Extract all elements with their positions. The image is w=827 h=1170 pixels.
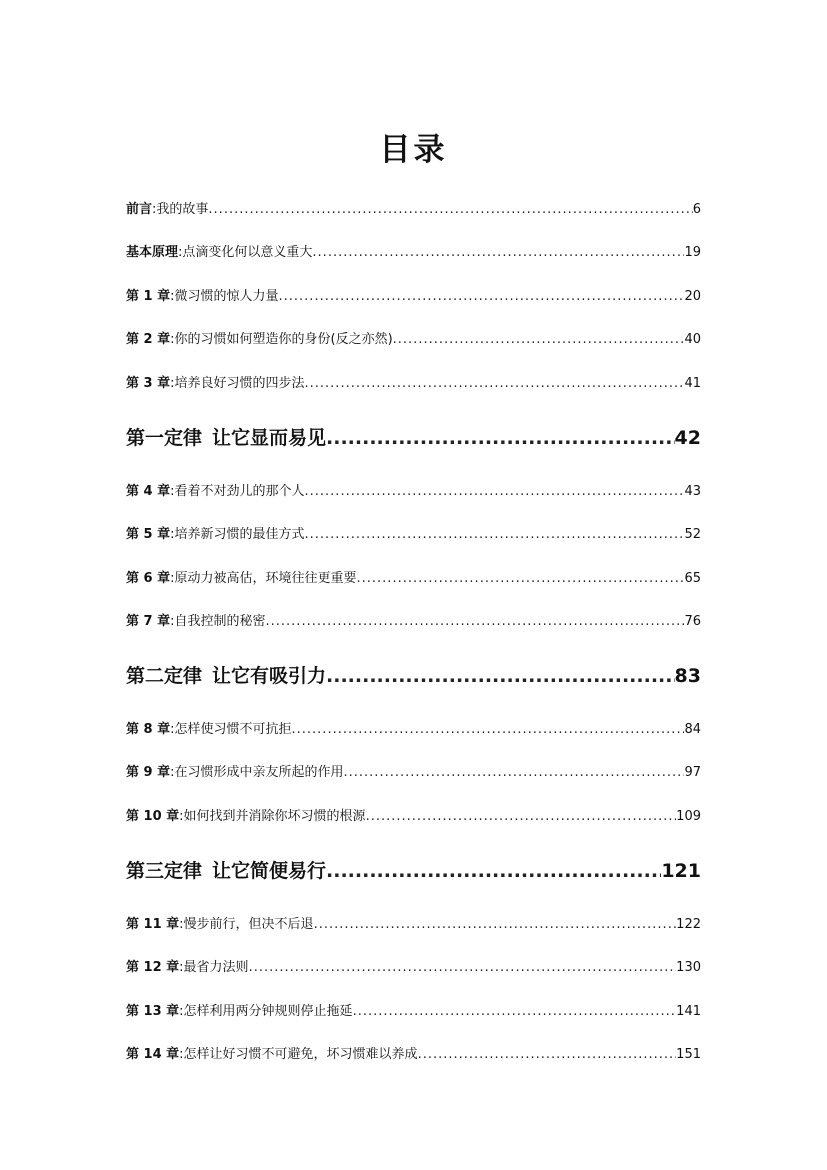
toc-entry-chapter-9[interactable] [126,763,701,783]
toc-entry-page: 6 [692,202,701,217]
toc-section-law-2[interactable] [126,662,701,690]
toc-entry-page: 40 [684,332,701,347]
toc-dot-leader [326,857,661,885]
toc-entry-separator: : [170,614,175,629]
toc-entry-title: 最省力法则 [183,960,249,975]
toc-entry-chapter-11[interactable] [126,915,701,935]
toc-entry-separator: : [178,245,183,260]
toc-entry-separator: : [179,1004,184,1019]
toc-section-label: 第二定律 [126,665,203,687]
toc-entry-label: 第 12 章 [126,960,180,975]
toc-dot-leader [344,763,685,783]
toc-entry-page: 141 [676,1004,701,1019]
toc-entry-chapter-1[interactable] [126,287,701,307]
toc-section-label: 第三定律 [126,860,203,882]
toc-dot-leader [292,720,685,740]
toc-entry-separator: : [170,332,175,347]
toc-entry-separator: : [179,960,184,975]
toc-entry-title: 培养新习惯的最佳方式 [174,527,305,542]
toc-entry-separator: : [179,1047,184,1062]
toc-dot-leader [279,287,685,307]
toc-section-law-1[interactable] [126,424,701,452]
toc-entry-page: 151 [676,1047,701,1062]
toc-entry-chapter-7[interactable] [126,612,701,632]
toc-dot-leader [305,525,685,545]
toc-entry-separator: : [170,527,175,542]
toc-entry-chapter-13[interactable] [126,1002,701,1022]
toc-entry-label: 第 4 章 [126,484,171,499]
toc-entry-label: 第 8 章 [126,722,171,737]
toc-section-title: 让它显而易见 [212,427,327,449]
toc-entry-chapter-6[interactable] [126,569,701,589]
toc-entry-separator: : [152,202,157,217]
toc-entry-title: 看着不对劲儿的那个人 [174,484,305,499]
toc-entry-label: 第 2 章 [126,332,171,347]
toc-entry-label: 第 6 章 [126,571,171,586]
toc-entry-label: 第 11 章 [126,917,180,932]
toc-entry-title: 原动力被高估，环境往往更重要 [174,571,357,586]
toc-section-law-3[interactable] [126,857,701,885]
toc-entry-label: 第 9 章 [126,765,171,780]
toc-entry-label: 第 1 章 [126,289,171,304]
toc-entry-title: 我的故事 [156,202,209,217]
toc-entry-chapter-10[interactable] [126,807,701,827]
toc-entry-label: 前言 [126,202,153,217]
toc-entry-separator: : [170,376,175,391]
toc-dot-leader [312,243,684,263]
toc-dot-leader [357,569,685,589]
toc-section-title: 让它有吸引力 [212,665,327,687]
toc-dot-leader [305,374,685,394]
toc-section-page: 42 [674,427,701,449]
toc-dot-leader [314,915,677,935]
toc-entry-chapter-8[interactable] [126,720,701,740]
toc-entry-separator: : [170,722,175,737]
toc-entry-title: 点滴变化何以意义重大 [182,245,313,260]
toc-dot-leader [266,612,685,632]
toc-dot-leader [353,1002,677,1022]
toc-entry-page: 19 [684,245,701,260]
toc-entry-title: 自我控制的秘密 [174,614,266,629]
toc-entry-preface[interactable] [126,200,701,220]
toc-entry-separator: : [170,484,175,499]
toc-entry-page: 41 [684,376,701,391]
toc-entry-page: 20 [684,289,701,304]
toc-entry-label: 第 7 章 [126,614,171,629]
toc-dot-leader [393,330,685,350]
toc-entry-fundamentals[interactable] [126,243,701,263]
toc-entry-title: 如何找到并消除你坏习惯的根源 [183,809,366,824]
toc-dot-leader [366,807,677,827]
toc-entry-separator: : [179,917,184,932]
toc-section-page: 83 [674,665,701,687]
toc-section-title: 让它简便易行 [212,860,327,882]
toc-entry-page: 122 [676,917,701,932]
toc-entry-page: 97 [684,765,701,780]
toc-dot-leader [249,958,677,978]
toc-entry-chapter-4[interactable] [126,482,701,502]
toc-entry-separator: : [170,571,175,586]
toc-section-page: 121 [661,860,701,882]
toc-entry-title: 培养良好习惯的四步法 [174,376,305,391]
toc-entry-label: 第 10 章 [126,809,180,824]
toc-entry-page: 65 [684,571,701,586]
toc-entry-chapter-3[interactable] [126,374,701,394]
toc-entry-separator: : [170,289,175,304]
toc-dot-leader [418,1045,677,1065]
toc-entry-title: 怎样使习惯不可抗拒 [174,722,292,737]
toc-entry-title: 你的习惯如何塑造你的身份(反之亦然) [174,332,393,347]
toc-entry-separator: : [179,809,184,824]
toc-dot-leader [305,482,685,502]
toc-entry-chapter-14[interactable] [126,1045,701,1065]
toc-entry-title: 微习惯的惊人力量 [174,289,279,304]
toc-dot-leader [208,200,692,220]
toc-entry-label: 基本原理 [126,245,179,260]
toc-entry-title: 在习惯形成中亲友所起的作用 [174,765,344,780]
toc-entry-title: 怎样让好习惯不可避免，坏习惯难以养成 [183,1047,418,1062]
toc-entry-label: 第 14 章 [126,1047,180,1062]
toc-section-label: 第一定律 [126,427,203,449]
toc-dot-leader [326,424,675,452]
toc-entry-page: 76 [684,614,701,629]
toc-entry-label: 第 13 章 [126,1004,180,1019]
toc-entry-page: 130 [676,960,701,975]
toc-dot-leader [326,662,675,690]
toc-entry-chapter-5[interactable] [126,525,701,545]
toc-entry-label: 第 5 章 [126,527,171,542]
toc-entry-chapter-12[interactable] [126,958,701,978]
toc-entry-page: 52 [684,527,701,542]
page-title: 目录 [379,132,448,168]
toc-entry-page: 43 [684,484,701,499]
toc-entry-label: 第 3 章 [126,376,171,391]
toc-entry-title: 慢步前行，但决不后退 [183,917,314,932]
toc-entry-title: 怎样利用两分钟规则停止拖延 [183,1004,353,1019]
toc-entry-separator: : [170,765,175,780]
toc-entry-chapter-2[interactable] [126,330,701,350]
toc-entry-page: 84 [684,722,701,737]
toc-entry-page: 109 [676,809,701,824]
